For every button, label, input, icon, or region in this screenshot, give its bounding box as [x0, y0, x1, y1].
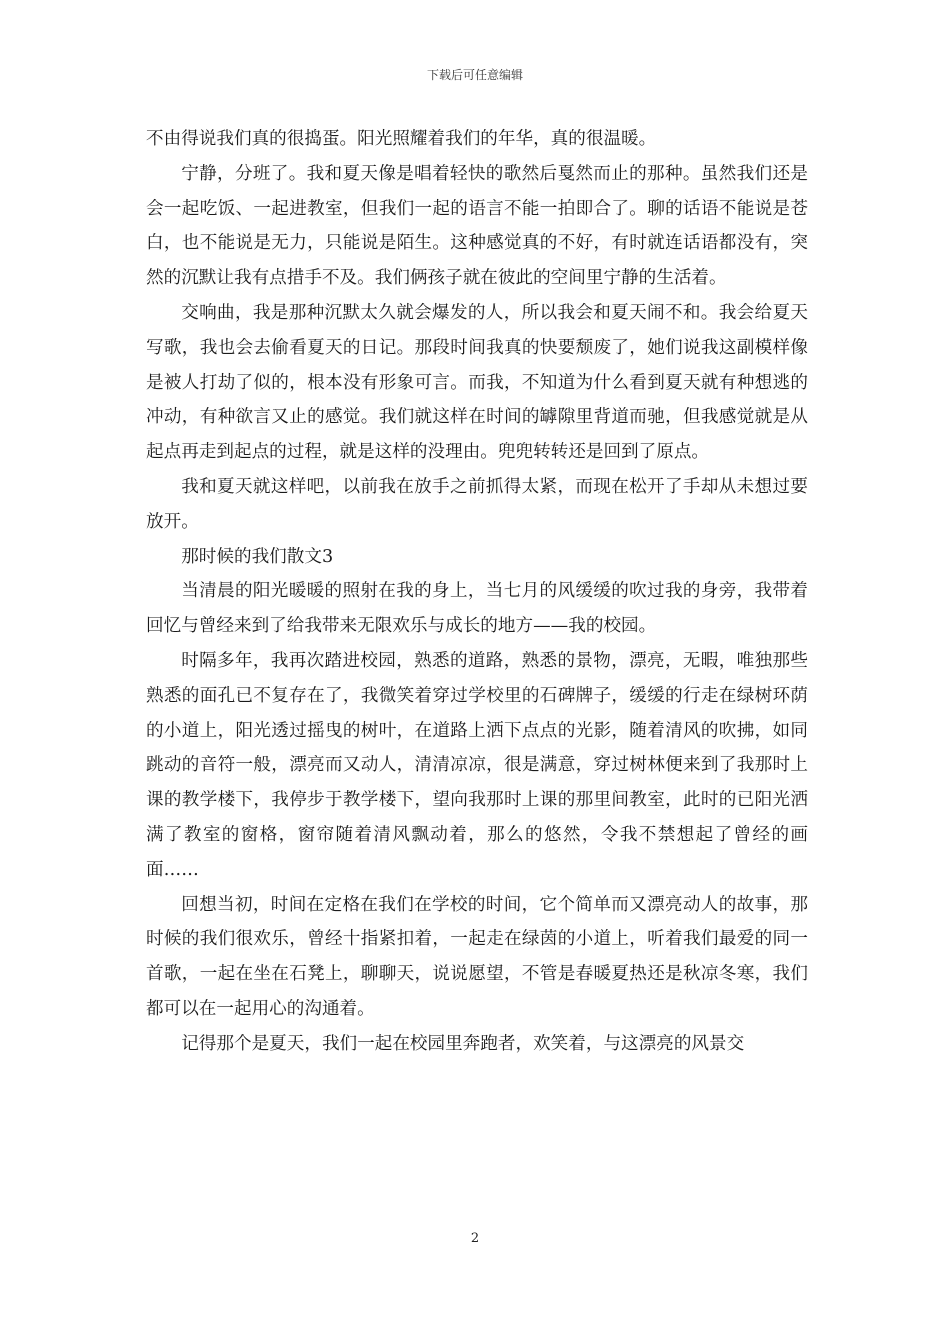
paragraph-6: 时隔多年，我再次踏进校园，熟悉的道路，熟悉的景物，漂亮，无暇，唯独那些熟悉的面孔已不复存在了，我微笑着穿过学校里的石碑牌子，缓缓的行走在绿树环荫的小道上，阳光透过摇曳的树叶，在道路上洒下点点的光影，随着清风的吹拂，如同跳动的音符一般，漂亮而又动人，清清凉凉，很是满意，穿过树林便来到了我那时上课的教学楼下，我停步于教学楼下，望向我那时上课的那里间教室，此时的已阳光洒满了教室的窗格，窗帘随着清风飘动着，那么的悠然，令我不禁想起了曾经的画面…… — [146, 650, 808, 880]
page-number: 2 — [470, 1231, 480, 1246]
document-body — [146, 122, 808, 1062]
paragraph-7: 回想当初，时间在定格在我们在学校的时间，它个简单而又漂亮动人的故事，那时候的我们很欢乐，曾经十指紧扣着，一起走在绿茵的小道上，听着我们最爱的同一首歌，一起在坐在石凳上，聊聊天，说说愿望，不管是春暖夏热还是秋凉冬寒，我们都可以在一起用心的沟通着。 — [146, 894, 808, 1019]
paragraph-2: 宁静，分班了。我和夏天像是唱着轻快的歌然后戛然而止的那种。虽然我们还是会一起吃饭、一起进教室，但我们一起的语言不能一拍即合了。聊的话语不能说是苍白，也不能说是无力，只能说是陌生。这种感觉真的不好，有时就连话语都没有，突然的沉默让我有点措手不及。我们俩孩子就在彼此的空间里宁静的生活着。 — [146, 163, 808, 289]
paragraph-3: 交响曲，我是那种沉默太久就会爆发的人，所以我会和夏天闹不和。我会给夏天写歌，我也会去偷看夏天的日记。那段时间我真的快要颓废了，她们说我这副模样像是被人打劫了似的，根本没有形象可言。而我，不知道为什么看到夏天就有种想逃的冲动，有种欲言又止的感觉。我们就这样在时间的罅隙里背道而驰，但我感觉就是从起点再走到起点的过程，就是这样的没理由。兜兜转转还是回到了原点。 — [146, 302, 808, 463]
section-title: 那时候的我们散文3 — [181, 546, 334, 567]
paragraph-4: 我和夏天就这样吧，以前我在放手之前抓得太紧，而现在松开了手却从未想过要放开。 — [146, 476, 808, 532]
paragraph-1: 不由得说我们真的很捣蛋。阳光照耀着我们的年华，真的很温暖。 — [146, 129, 657, 149]
paragraph-8: 记得那个是夏天，我们一起在校园里奔跑者，欢笑着，与这漂亮的风景交 — [181, 1033, 745, 1054]
paragraph-5: 当清晨的阳光暖暖的照射在我的身上，当七月的风缓缓的吹过我的身旁，我带着回忆与曾经来到了给我带来无限欢乐与成长的地方——我的校园。 — [146, 581, 808, 637]
page-header: 下载后可任意编辑 — [426, 68, 523, 82]
